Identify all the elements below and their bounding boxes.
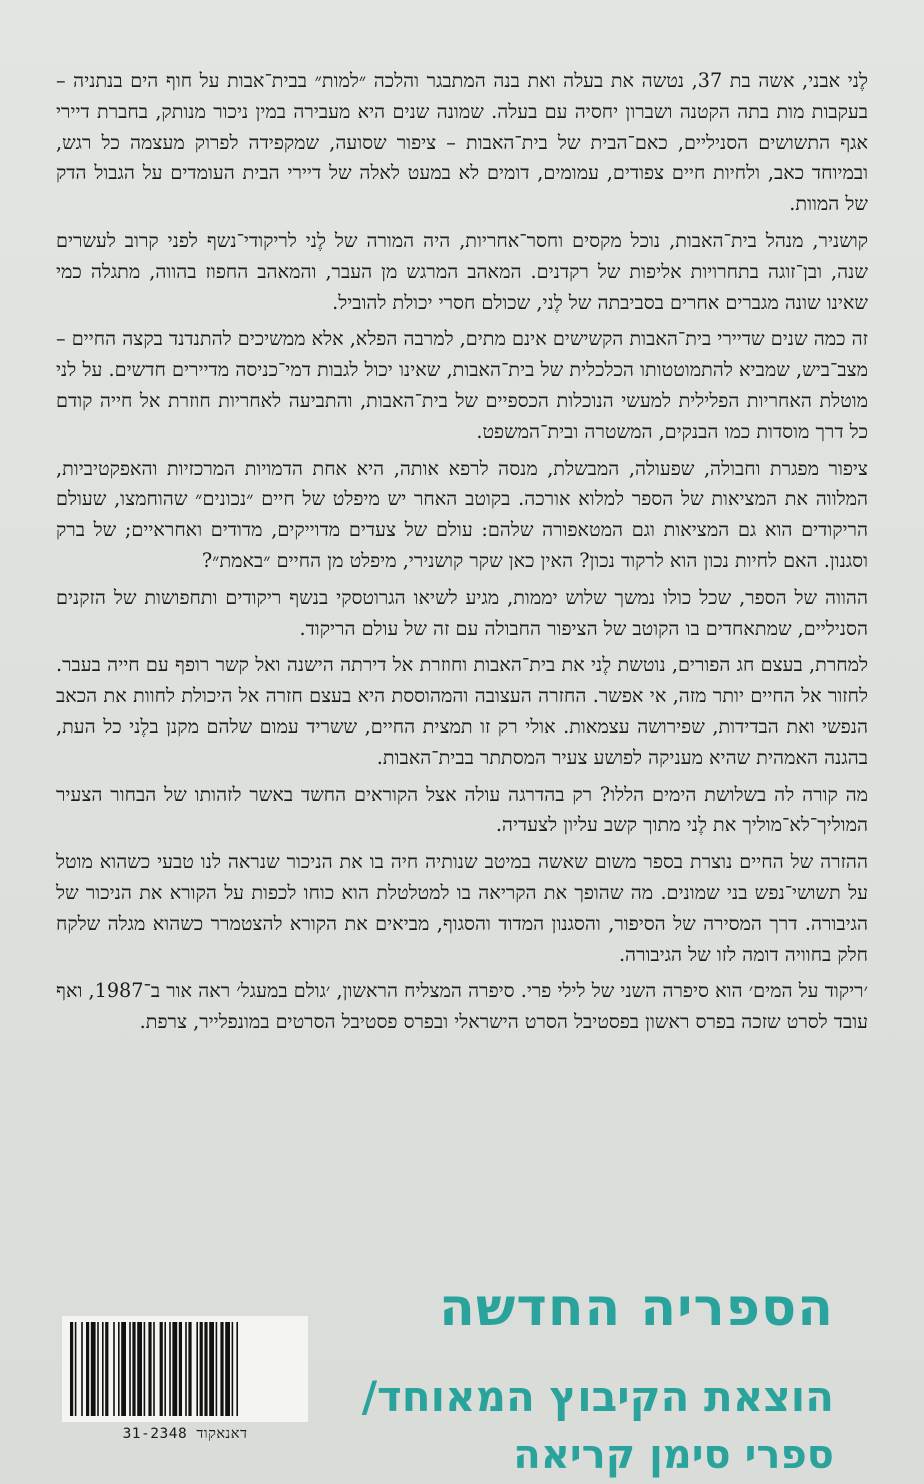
blurb-text [56, 66, 868, 1044]
barcode-image [62, 1316, 308, 1422]
blurb-paragraph-5: ההווה של הספר, שכל כולו נמשך שלוש יממות, מגיע לשיאו הגרוטסקי בנשף ריקודים ותחפושות של הזקנים הסניליים, שמתאחדים בו הקוטב של הציפור החבולה עם זה של עולם הריקוד. [56, 585, 868, 640]
barcode-bar [118, 1322, 120, 1416]
publisher-series-title: הספריה החדשה [439, 1278, 834, 1338]
barcode-bar [185, 1322, 187, 1416]
barcode-bar [200, 1322, 203, 1416]
publisher-imprint-name: ספרי סימן קריאה [513, 1432, 834, 1478]
barcode-bar [225, 1322, 230, 1416]
blurb-paragraph-3: זה כמה שנים שדיירי בית־האבות הקשישים אינם מתים, למרבה הפלא, אלא ממשיכים להתנדנד בקצה החיים – מצב־ביש, שמביא להתמוטטותו הכלכלית של בית־האבות, שאינו יכול לגבות דמי־כניסה מדיירים חדשים. על לני מוטלת האחריות הפלילית למעשי הנוכלות הכספיים של בית־האבות, והתביעה לאחריות חוזרת אל חייה קודם כל דרך מוסדות כמו הבנקים, המשטרה ובית־המשפט. [56, 327, 868, 443]
barcode-caption: דאנאקוד 31-2348 [122, 1426, 248, 1442]
barcode-bar [179, 1322, 182, 1416]
barcode-bar [86, 1322, 89, 1416]
blurb-paragraph-1: לֶני אבני, אשה בת 37, נטשה את בעלה ואת בנה המתבגר והלכה ״למות״ בבית־אבות על חוף הים בנתניה – בעקבות מות בתה הקטנה ושברון יחסיה עם בעלה. שמונה שנים היא מעבירה במין ניכור מנותק, בחברת דיירי אגף התשושים הסניליים, כאם־הבית של בית־האבות – ציפור שסועה, שמקפידה לפרוק מעצמה כל רגש, ובמיוחד כאב, ולחיות חיים צפודים, עמומים, דומים לא במעט לאלה של דיירי הבית העומדים על הגבול הדק של המוות. [56, 69, 869, 216]
blurb-paragraph-2: קושניר, מנהל בית־האבות, נוכל מקסים וחסר־אחריות, היה המורה של לֶני לריקודי־נשף לפני קרוב לעשרים שנה, ובן־זוגה בתחרויות אליפות של רקדנים. המאהב המרגש מן העבר, והמאהב החפוז בהווה, מתגלה כמי שאינו שונה מגברים אחרים בסביבתה של לֶני, שכולם חסרי יכולת להוביל. [56, 228, 868, 314]
barcode-bar [204, 1322, 207, 1416]
barcode-bar [144, 1322, 146, 1416]
blurb-paragraph-6: למחרת, בעצם חג הפורים, נוטשת לֶני את בית־האבות וחוזרת אל דירתה הישנה ואל קשר רופף עם חייה בעבר. לחזור אל החיים יותר מזה, אי אפשר. החזרה העצובה והמהוססת היא בעצם חזרה אל היכולת לחוות את הכאב הנפשי ואת הבדידות, שפירושה עצמאות. אולי רק זו תמצית החיים, ששריד עמום שלהם מקנן בלֶני כל העת, בהגנה האמהית שהיא מעניקה לפושע צעיר המסתתר בבית־האבות. [56, 653, 868, 769]
barcode-bar [160, 1322, 163, 1416]
barcode-bar [164, 1322, 166, 1416]
barcode-bar [188, 1322, 191, 1416]
barcode-bar [148, 1322, 151, 1416]
barcode-bar [97, 1322, 99, 1416]
barcode-bar [172, 1322, 177, 1416]
blurb-paragraph-4: ציפור מפגרת וחבולה, שפעולה, המבשלת, מנסה לרפא אותה, היא אחת הדמויות המרכזיות והאפקטיביות, המלווה את המציאות של הספר למלוא אורכה. בקוטב האחר יש מיפלט של חיים ״נכונים״ שהוחמצו, שעולם הריקודים הוא גם המציאות וגם המטאפורה שלהם: עולם של צעדים מדוייקים, מדודים ואחראיים; של ברק וסגנון. האם לחיות נכון הוא לרקוד נכון? האין כאן שקר קושנירי, מיפלט מן החיים ״באמת״? [56, 456, 868, 572]
barcode-bar [102, 1322, 104, 1416]
barcode-bar [70, 1322, 73, 1416]
barcode-bar [132, 1322, 135, 1416]
blurb-paragraph-9: ׳ריקוד על המים׳ הוא סיפרה השני של לילי פרי. סיפרה המצליח הראשון, ׳גולם במעגל׳ ראה אור ב־1987, ואף עובד לסרט שזכה בפרס ראשון בפסטיבל הסרט הישראלי ובפרס פסטיבל הסרטים במונפלייר, צרפת. [56, 979, 868, 1034]
barcode-block [62, 1316, 308, 1443]
blurb-paragraph-7: מה קורה לה בשלושת הימים הללו? רק בהדרגה עולה אצל הקוראים החשד באשר לזהותו של הבחור הצעיר המוליך־לא־מוליך את לֶני מתוך קשב עליון לצעדיה. [56, 782, 868, 837]
barcode-bar [105, 1322, 108, 1416]
barcode-bar [216, 1322, 218, 1416]
barcode-bar [121, 1322, 126, 1416]
barcode-bar [113, 1322, 115, 1416]
barcode-bar [137, 1322, 142, 1416]
barcode-bar [232, 1322, 234, 1416]
barcode-bar [169, 1322, 171, 1416]
barcode-bar [196, 1322, 198, 1416]
blurb-paragraph-8: ההזרה של החיים נוצרת בספר משום שאשה במיטב שנותיה חיה בו את הניכור שנראה לנו טבעי כשהוא מוטל על תשושי־נפש בני שמונים. מה שהופך את הקריאה בו למטלטלת הוא כוחו לכפות על הקורא את הניכור של הגיבורה. דרך המסירה של הסיפור, והסגנון המדוד והסגוף, מביאים את הקורא להצטמרר כשהוא מגלה שלקח חלק בחוויה דומה לזו של הגיבורה. [56, 850, 868, 966]
barcode-bar [153, 1322, 155, 1416]
barcode-bar [81, 1322, 83, 1416]
barcode-bar [209, 1322, 214, 1416]
barcode-bar [220, 1322, 223, 1416]
barcode-bar [236, 1322, 238, 1416]
barcode-bar [129, 1322, 131, 1416]
barcode-bar [91, 1322, 96, 1416]
barcode-bar [75, 1322, 77, 1416]
publisher-house-name: הוצאת הקיבוץ המאוחד/ [361, 1372, 834, 1421]
